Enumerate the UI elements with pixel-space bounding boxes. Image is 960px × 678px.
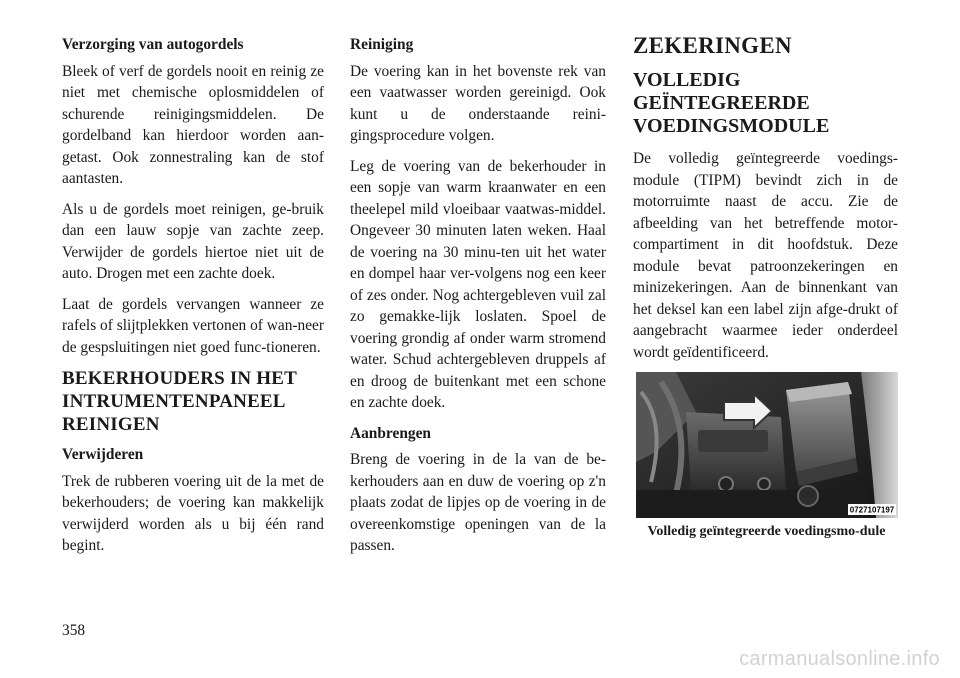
paragraph: De voering kan in het bovenste rek van een vaatwasser worden gereinigd. Ook kunt u de onderstaande reini-gingsprocedure volgen. <box>350 62 606 144</box>
column-left <box>62 34 324 566</box>
chapter-title: ZEKERINGEN <box>633 33 792 58</box>
watermark: carmanualsonline.info <box>739 648 940 670</box>
subheading-install: Aanbrengen <box>350 424 431 442</box>
image-code-label: 0727107197 <box>849 505 895 515</box>
section-title-cupholders: BEKERHOUDERS IN HET INTRUMENTENPANEEL REINIGEN <box>62 368 297 435</box>
page-number: 358 <box>62 622 86 639</box>
engine-bay-illustration <box>636 372 898 518</box>
subheading-remove: Verwijderen <box>62 446 144 463</box>
engine-bay-photo <box>636 372 898 518</box>
paragraph: Trek de rubberen voering uit de la met de bekerhouders; de voering kan makkelijk verwijderd worden als u bij één rand begint. <box>62 472 324 554</box>
paragraph: Leg de voering van de bekerhouder in een sopje van warm kraanwater en een theelepel mild vloeibaar vaatwas-middel. Ongeveer 30 minuten laten weken. Haal de voering na 30 minu-ten uit het water en dompel haar ver-volgens nog een keer of zes onder. Nog achtergebleven vuil zal zo gemakke-lijk loslaten. Spoel de voering grondig af onder warm stromend water. Schud achtergebleven druppels af en droog de buitenkant met een schone en zachte doek. <box>350 157 606 411</box>
column-right <box>633 34 898 540</box>
paragraph: De volledig geïntegreerde voedings-module (TIPM) bevindt zich in de motorruimte naast de accu. Zie de afbeelding van het betreffende motor-compartiment in dit hoofdstuk. Deze module bevat patroonzekeringen en minizekeringen. Aan de binnenkant van het deksel kan een label zijn afge-drukt of aangebracht waarmee ieder onderdeel wordt geïdentificeerd. <box>633 150 898 361</box>
paragraph: Laat de gordels vervangen wanneer ze rafels of slijtplekken vertonen of wan-neer de gespsluitingen niet goed func-tioneren. <box>62 295 324 356</box>
subheading-seatbelt-care: Verzorging van autogordels <box>62 36 244 53</box>
paragraph: Als u de gordels moet reinigen, ge-bruik dan een lauw sopje van zachte zeep. Verwijder de gordels hiertoe niet uit de auto. Drogen met een zachte doek. <box>62 200 324 282</box>
column-middle <box>350 34 606 566</box>
section-title-tipm: VOLLEDIG GEÏNTEGREERDE VOEDINGSMODULE <box>633 69 830 137</box>
paragraph: Bleek of verf de gordels nooit en reinig ze niet met chemische oplosmiddelen of schurende reinigingsmiddelen. De gordelband kan hierdoor worden aan-getast. Ook zonnestraling kan de stof aantasten. <box>62 62 324 187</box>
figure-caption: Volledig geïntegreerde voedingsmo-dule <box>647 524 886 539</box>
subheading-cleaning: Reiniging <box>350 36 414 53</box>
paragraph: Breng de voering in de la van de be-kerhouders aan en duw de voering op z'n plaats zodat de lipjes op de voering in de overeenkomstige openingen van de la passen. <box>350 451 606 554</box>
